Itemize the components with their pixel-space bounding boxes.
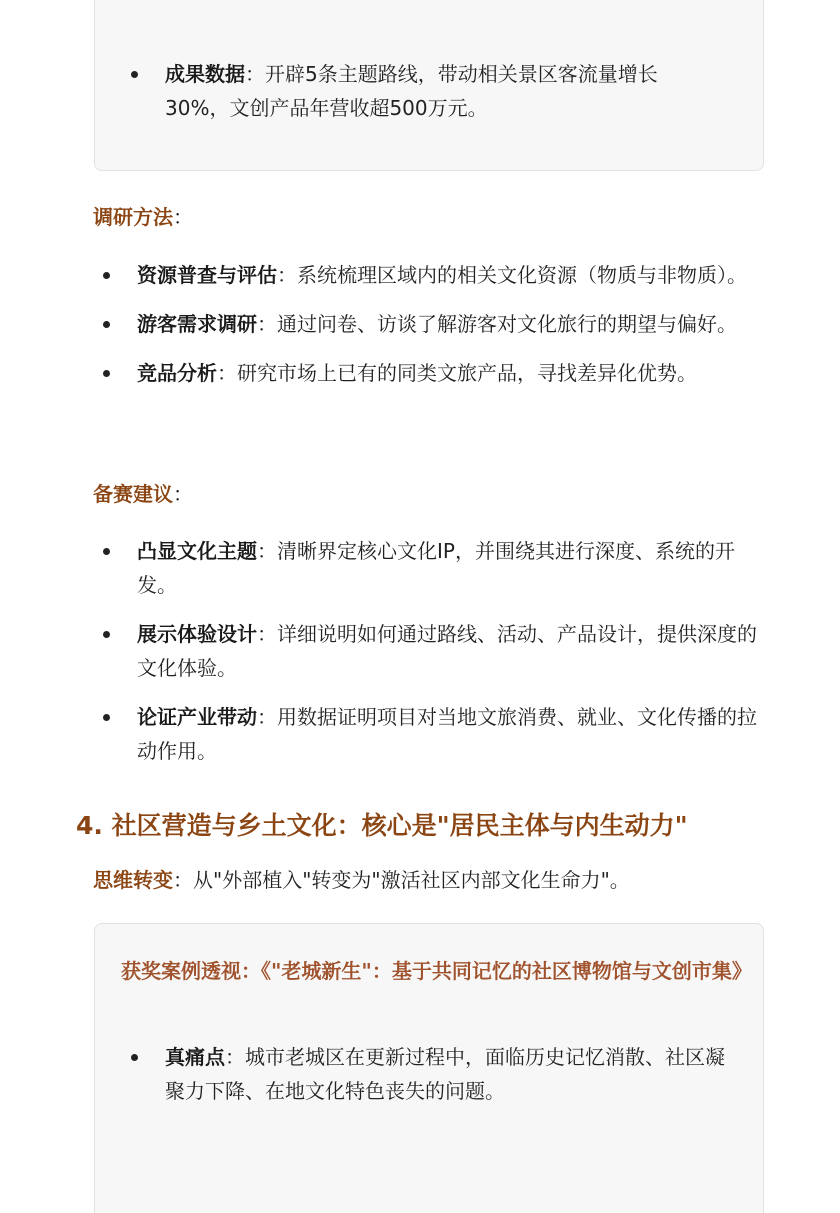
item-term: 成果数据 [165, 62, 245, 86]
item-text: 通过问卷、访谈了解游客对文化旅行的期望与偏好。 [277, 312, 737, 336]
item-term: 真痛点 [165, 1045, 225, 1069]
item-term: 论证产业带动 [137, 705, 257, 729]
item-text: 研究市场上已有的同类文旅产品，寻找差异化优势。 [237, 361, 697, 385]
bullet-dot [103, 321, 110, 328]
item-separator: ： [277, 263, 297, 287]
item-text: 开辟5条主题路线，带动相关景区客流量增长30%，文创产品年营收超500万元。 [165, 62, 658, 120]
item-term: 竞品分析 [137, 361, 217, 385]
bullet-dot [103, 631, 110, 638]
bullet-dot [103, 370, 110, 377]
label-text: 调研方法 [93, 205, 173, 229]
bullet-dot [131, 71, 138, 78]
bullet-dot [103, 272, 110, 279]
item-text: 城市老城区在更新过程中，面临历史记忆消散、社区凝聚力下降、在地文化特色丧失的问题。 [165, 1045, 725, 1103]
mindset-colon: ： [173, 868, 193, 892]
item-term: 展示体验设计 [137, 622, 257, 646]
bullet-dot [131, 1054, 138, 1061]
list-item [93, 356, 753, 390]
list-item [93, 617, 773, 685]
list-item [93, 700, 773, 768]
prep-advice-label [93, 477, 193, 511]
bullet-dot [103, 548, 110, 555]
mindset-label: 思维转变 [93, 868, 173, 892]
item-separator: ： [257, 622, 277, 646]
list-item [93, 534, 773, 602]
label-colon: ： [173, 482, 193, 506]
case-card-list [121, 1040, 731, 1108]
bullet-dot [103, 714, 110, 721]
case-card-title: 获奖案例透视：《"老城新生"：基于共同记忆的社区博物馆与文创市集》 [121, 959, 752, 983]
list-item [121, 57, 721, 125]
item-text: 系统梳理区域内的相关文化资源（物质与非物质）。 [297, 263, 747, 287]
research-methods-list [93, 258, 753, 390]
item-separator: ： [225, 1045, 245, 1069]
list-item [93, 307, 753, 341]
mindset-line [93, 863, 630, 897]
section-heading: 4. 社区营造与乡土文化：核心是"居民主体与内生动力" [76, 811, 688, 840]
item-text: 用数据证明项目对当地文旅消费、就业、文化传播的拉动作用。 [137, 705, 757, 763]
label-colon: ： [173, 205, 193, 229]
item-term: 凸显文化主题 [137, 539, 257, 563]
top-card-list [121, 57, 721, 125]
research-methods-label [93, 200, 193, 234]
item-separator: ： [245, 62, 265, 86]
prep-advice-list [93, 534, 773, 768]
list-item [93, 258, 753, 292]
label-text: 备赛建议 [93, 482, 173, 506]
item-text: 清晰界定核心文化IP，并围绕其进行深度、系统的开发。 [137, 539, 735, 597]
item-term: 游客需求调研 [137, 312, 257, 336]
item-separator: ： [217, 361, 237, 385]
item-term: 资源普查与评估 [137, 263, 277, 287]
item-text: 详细说明如何通过路线、活动、产品设计，提供深度的文化体验。 [137, 622, 757, 680]
list-item [121, 1040, 731, 1108]
item-separator: ： [257, 312, 277, 336]
item-separator: ： [257, 539, 277, 563]
item-separator: ： [257, 705, 277, 729]
mindset-text: 从"外部植入"转变为"激活社区内部文化生命力"。 [193, 868, 630, 892]
